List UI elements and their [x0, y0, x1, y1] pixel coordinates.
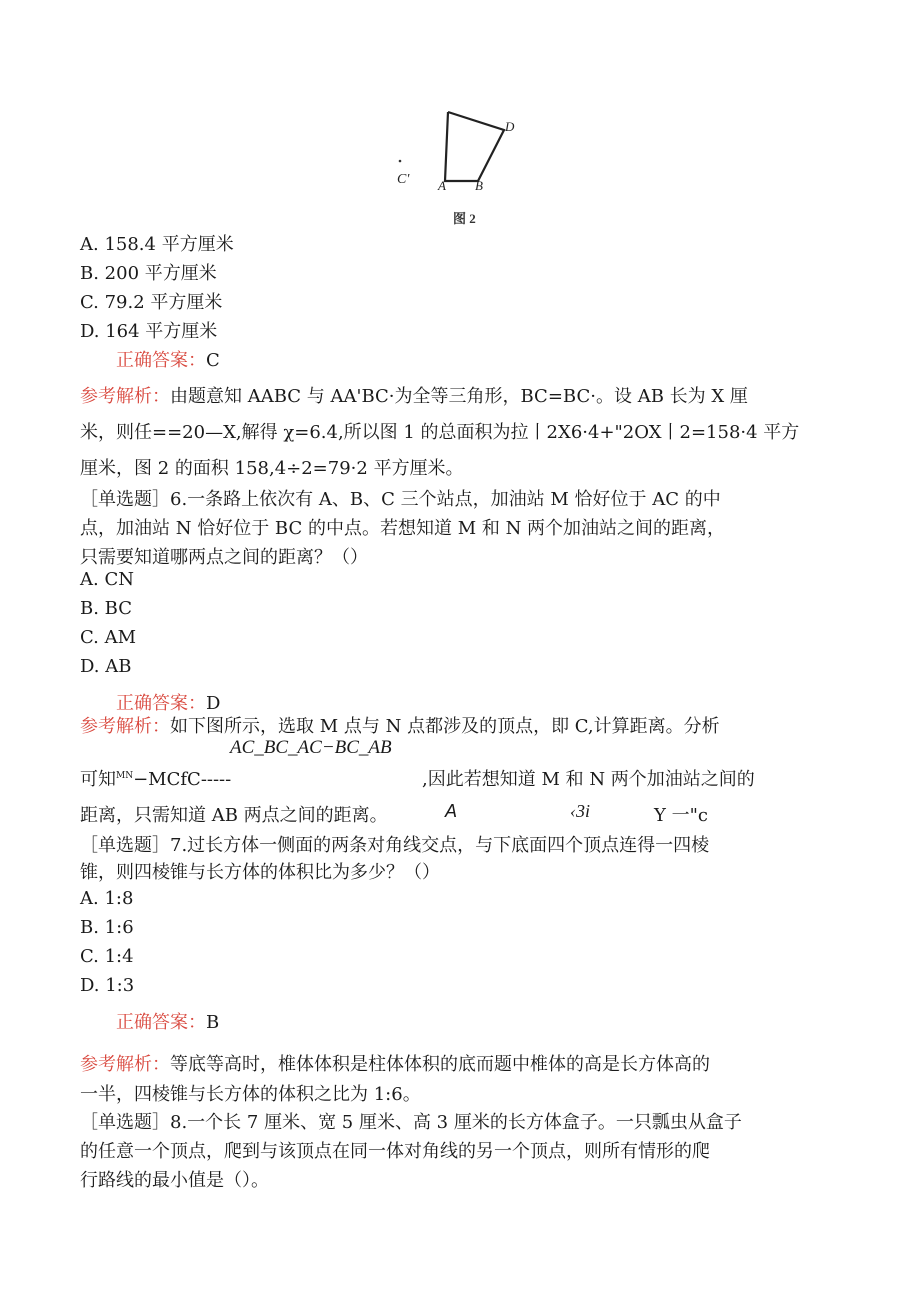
q6-analysis-line-1: [80, 712, 720, 738]
q8-question-line-3: 行路线的最小值是（）。: [80, 1170, 269, 1191]
q5-option-d: D. 164 平方厘米: [80, 321, 218, 342]
analysis-label: 参考解析：: [80, 716, 170, 737]
q7-option-a: A. 1:8: [80, 888, 134, 909]
prefix-text: 可知: [80, 769, 116, 790]
quadrilateral-outline: [445, 112, 504, 181]
q5-analysis-line-3: 厘米，图 2 的面积 158,4÷2=79·2 平方厘米。: [80, 458, 464, 479]
q6-stray-c: Y 一"c: [654, 805, 708, 826]
formula-inline: −MCfC-----: [133, 769, 232, 790]
answer-label: 正确答案：: [116, 1012, 206, 1033]
q7-option-b: B. 1:6: [80, 917, 134, 938]
figure-2: [390, 100, 530, 230]
label-C-prime: C': [397, 172, 410, 187]
q5-option-c: C. 79.2 平方厘米: [80, 292, 223, 313]
label-A: A: [438, 178, 446, 193]
figure-caption: 图 2: [453, 211, 476, 226]
q6-option-c: C. AM: [80, 627, 137, 648]
q5-analysis-line-2: 米，则任==20—X,解得 χ=6.4,所以图 1 的总面积为拉丨2X6·4+"2OX丨2=158·4 平方: [80, 422, 800, 443]
q5-answer: [116, 346, 220, 372]
q5-analysis-line-1: [80, 382, 748, 408]
label-D: D: [505, 119, 515, 134]
label-B: B: [475, 178, 483, 193]
answer-value: D: [206, 693, 221, 714]
q6-option-b: B. BC: [80, 598, 133, 619]
q6-analysis-line-3-prefix: [80, 765, 231, 791]
answer-label: 正确答案：: [116, 693, 206, 714]
q6-option-a: A. CN: [80, 569, 134, 590]
analysis-text: 由题意知 AABC 与 AA'BC·为全等三角形，BC=BC·。设 AB 长为 X 厘: [170, 386, 748, 407]
analysis-text: 如下图所示，选取 M 点与 N 点都涉及的顶点，即 C,计算距离。分析: [170, 716, 720, 737]
q6-option-d: D. AB: [80, 656, 132, 677]
q6-formula-top: AC_BC_AC−BC_AB: [230, 737, 392, 758]
q6-analysis-line-4: 距离，只需知道 AB 两点之间的距离。: [80, 805, 388, 826]
q5-option-a: A. 158.4 平方厘米: [80, 234, 234, 255]
q6-stray-b: ‹3i: [570, 801, 590, 821]
q8-question-line-1: ［单选题］8.一个长 7 厘米、宽 5 厘米、高 3 厘米的长方体盒子。一只瓢虫从盒子: [80, 1112, 742, 1133]
q6-analysis-line-3-suffix: ,因此若想知道 M 和 N 两个加油站之间的: [422, 769, 755, 790]
q6-question-line-2: 点，加油站 N 恰好位于 BC 的中点。若想知道 M 和 N 两个加油站之间的距离，: [80, 518, 726, 539]
q7-question-line-1: ［单选题］7.过长方体一侧面的两条对角线交点，与下底面四个顶点连得一四棱: [80, 835, 710, 856]
q8-question-line-2: 的任意一个顶点，爬到与该顶点在同一体对角线的另一个顶点，则所有情形的爬: [80, 1141, 710, 1162]
analysis-text: 等底等高时，椎体体积是柱体体积的底而题中椎体的高是长方体高的: [170, 1054, 710, 1075]
answer-value: B: [206, 1012, 220, 1033]
q7-option-d: D. 1:3: [80, 975, 135, 996]
analysis-label: 参考解析：: [80, 386, 170, 407]
q6-question-line-1: ［单选题］6.一条路上依次有 A、B、C 三个站点，加油站 M 恰好位于 AC 的中: [80, 489, 721, 510]
q7-analysis-line-1: [80, 1050, 710, 1076]
q5-option-b: B. 200 平方厘米: [80, 263, 217, 284]
q7-answer: [116, 1008, 219, 1034]
q7-question-line-2: 锥，则四棱锥与长方体的体积比为多少？（）: [80, 862, 440, 883]
formula-superscript: MN: [116, 771, 134, 781]
analysis-label: 参考解析：: [80, 1054, 170, 1075]
q6-question-line-3: 只需要知道哪两点之间的距离？（）: [80, 547, 368, 568]
answer-label: 正确答案：: [116, 350, 206, 371]
q6-stray-a: A: [445, 801, 458, 821]
small-dot: [399, 160, 402, 163]
answer-value: C: [206, 350, 220, 371]
q7-analysis-line-2: 一半，四棱锥与长方体的体积之比为 1:6。: [80, 1084, 421, 1105]
q7-option-c: C. 1:4: [80, 946, 134, 967]
